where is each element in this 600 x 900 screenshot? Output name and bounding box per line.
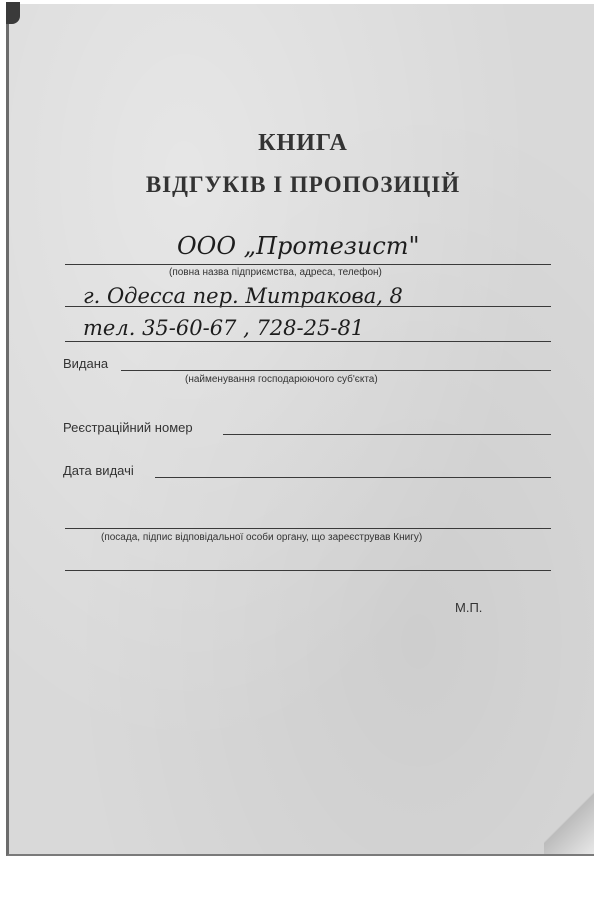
book-cover-page [6, 4, 594, 856]
extra-line [65, 570, 551, 571]
company-line [65, 264, 551, 265]
handwritten-address: г. Одесса пер. Митракова, 8 [83, 284, 403, 308]
caption-company-details: (повна назва підприємства, адреса, телефон) [169, 267, 382, 278]
title-book: КНИГА [258, 130, 348, 156]
address-line [65, 306, 551, 307]
issued-by-line [121, 370, 551, 371]
official-signature-line [65, 528, 551, 529]
label-issued-by: Видана [63, 356, 109, 371]
caption-issuer: (найменування господарюючого суб'єкта) [185, 374, 378, 385]
title-feedback-suggestions: ВІДГУКІВ І ПРОПОЗИЦІЙ [145, 172, 461, 197]
handwritten-company-name: ООО „Протезист" [177, 232, 420, 260]
phones-line [65, 341, 551, 342]
issue-date-line [155, 477, 551, 478]
handwritten-phones: тел. 35-60-67 , 728-25-81 [83, 316, 365, 340]
label-registration-number: Реєстраційний номер [63, 420, 193, 435]
stamp-place-label: М.П. [455, 600, 483, 615]
binding-mark [6, 2, 20, 24]
registration-number-line [223, 434, 551, 435]
label-issue-date: Дата видачі [63, 463, 134, 478]
caption-official: (посада, підпис відповідальної особи органу, що зареєстрував Книгу) [101, 532, 423, 543]
